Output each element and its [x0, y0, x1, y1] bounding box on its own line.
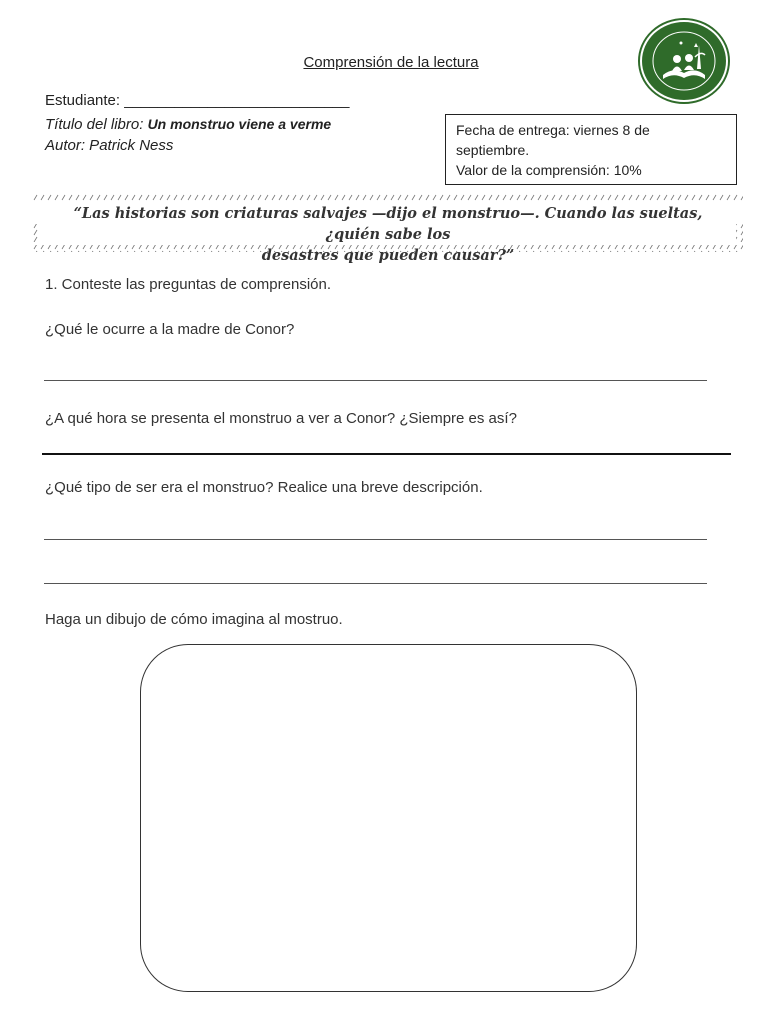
student-field — [45, 92, 349, 109]
answer-line-1 — [44, 380, 707, 381]
answer-line-3b — [44, 583, 707, 584]
due-date-line2: septiembre. — [456, 142, 530, 158]
page-title: Comprensión de la lectura — [303, 54, 479, 71]
due-date-line1: Fecha de entrega: viernes 8 de — [456, 122, 650, 138]
book-label: Título del libro: — [45, 116, 144, 133]
answer-line-2 — [42, 453, 731, 455]
quote-text — [53, 203, 723, 266]
question-3: ¿Qué tipo de ser era el monstruo? Realice una breve descripción. — [45, 479, 483, 496]
author-line: Autor: Patrick Ness — [45, 137, 174, 154]
answer-line-3a — [44, 539, 707, 540]
student-label: Estudiante: — [45, 92, 121, 109]
book-title: Un monstruo viene a verme — [147, 116, 332, 132]
drawing-area — [140, 644, 637, 992]
due-info-box — [445, 114, 737, 185]
quote-line1: “Las historias son criaturas salvajes —dijo el monstruo—. Cuando las sueltas, ¿quién sabe los — [73, 205, 703, 243]
book-title-line — [45, 116, 331, 133]
school-logo-icon — [637, 17, 731, 105]
quote-line2: desastres que pueden causar?” — [261, 247, 515, 264]
drawing-prompt: Haga un dibujo de cómo imagina al mostruo. — [45, 611, 343, 628]
question-1: ¿Qué le ocurre a la madre de Conor? — [45, 321, 295, 338]
quote-box — [33, 194, 743, 264]
instruction-text: 1. Conteste las preguntas de comprensión. — [45, 276, 332, 293]
value-line: Valor de la comprensión: 10% — [456, 162, 642, 178]
student-blank: ___________________________ — [124, 92, 350, 109]
question-2: ¿A qué hora se presenta el monstruo a ver a Conor? ¿Siempre es así? — [45, 410, 517, 427]
